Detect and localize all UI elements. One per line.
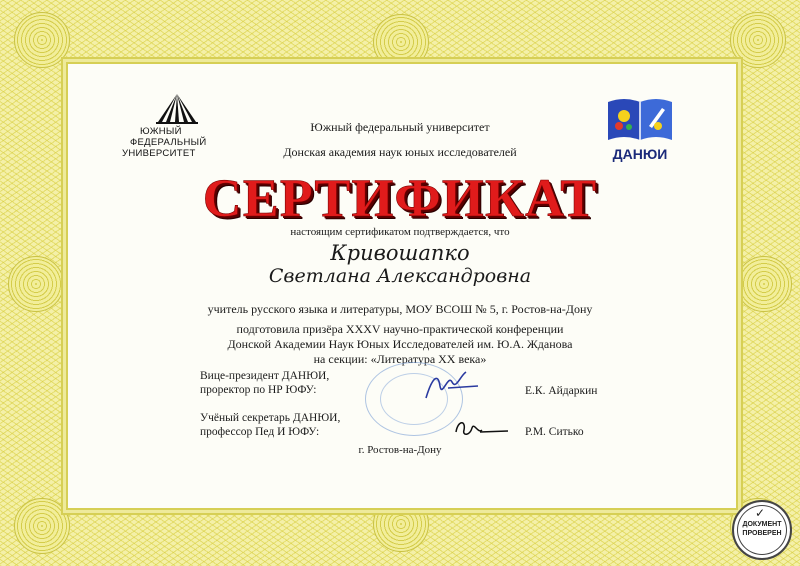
recipient-position: учитель русского языка и литературы, МОУ ВСОШ № 5, г. Ростов-на-Дону	[207, 302, 593, 316]
signatory-title-line: Учёный секретарь ДАНЮИ,	[200, 412, 341, 424]
university-name: Южный федеральный университет	[310, 120, 490, 134]
confirmation-text: настоящим сертификатом подтверждается, что	[290, 226, 510, 238]
corner-rosette-ornament	[730, 12, 786, 68]
signatory-title-line: проректор по НР ЮФУ:	[200, 384, 317, 396]
left-rosette-ornament	[8, 256, 64, 312]
sfu-logo-text	[122, 126, 232, 159]
danui-book-emblem-icon	[604, 96, 676, 144]
signatory-title	[200, 369, 329, 397]
achievement-line: подготовила призёра XXXV научно-практической конференции	[236, 322, 564, 336]
signatory-title-line: Вице-президент ДАНЮИ,	[200, 370, 330, 382]
sfu-emblem-icon	[154, 92, 200, 126]
city: г. Ростов-на-Дону	[358, 444, 442, 456]
sfu-logo-line: ЮЖНЫЙ	[140, 126, 182, 137]
corner-rosette-ornament	[14, 12, 70, 68]
signature-aydarkin	[418, 368, 488, 404]
academy-name: Донская академия наук юных исследователей	[283, 145, 517, 159]
sfu-logo-line: ФЕДЕРАЛЬНЫЙ	[130, 137, 207, 148]
signatory-title-line: профессор Пед И ЮФУ:	[200, 426, 320, 438]
recipient-first-names: Светлана Александровна	[268, 265, 532, 287]
badge-line: ДОКУМЕНТ	[742, 521, 782, 528]
achievement-line: на секции: «Литература XX века»	[313, 352, 487, 366]
recipient-last-name: Кривошапко	[330, 241, 470, 265]
sfu-logo	[122, 92, 232, 164]
signature-sitko	[452, 418, 512, 440]
danui-logo	[596, 96, 684, 166]
signatory-name: Р.М. Ситько	[525, 426, 584, 438]
document-verified-badge	[732, 500, 792, 560]
sfu-logo-line: УНИВЕРСИТЕТ	[122, 148, 196, 159]
corner-rosette-ornament	[14, 498, 70, 554]
badge-line: ПРОВЕРЕН	[742, 530, 782, 537]
achievement-line: Донской Академии Наук Юных Исследователей им. Ю.А. Жданова	[227, 337, 573, 351]
certificate-title: СЕРТИФИКАТ	[202, 168, 598, 228]
signatory-name: Е.К. Айдаркин	[525, 385, 598, 397]
right-rosette-ornament	[736, 256, 792, 312]
signatory-title	[200, 411, 340, 439]
badge-text	[734, 520, 790, 538]
danui-logo-text: ДАНЮИ	[612, 146, 668, 162]
check-icon: ✓	[755, 506, 766, 520]
